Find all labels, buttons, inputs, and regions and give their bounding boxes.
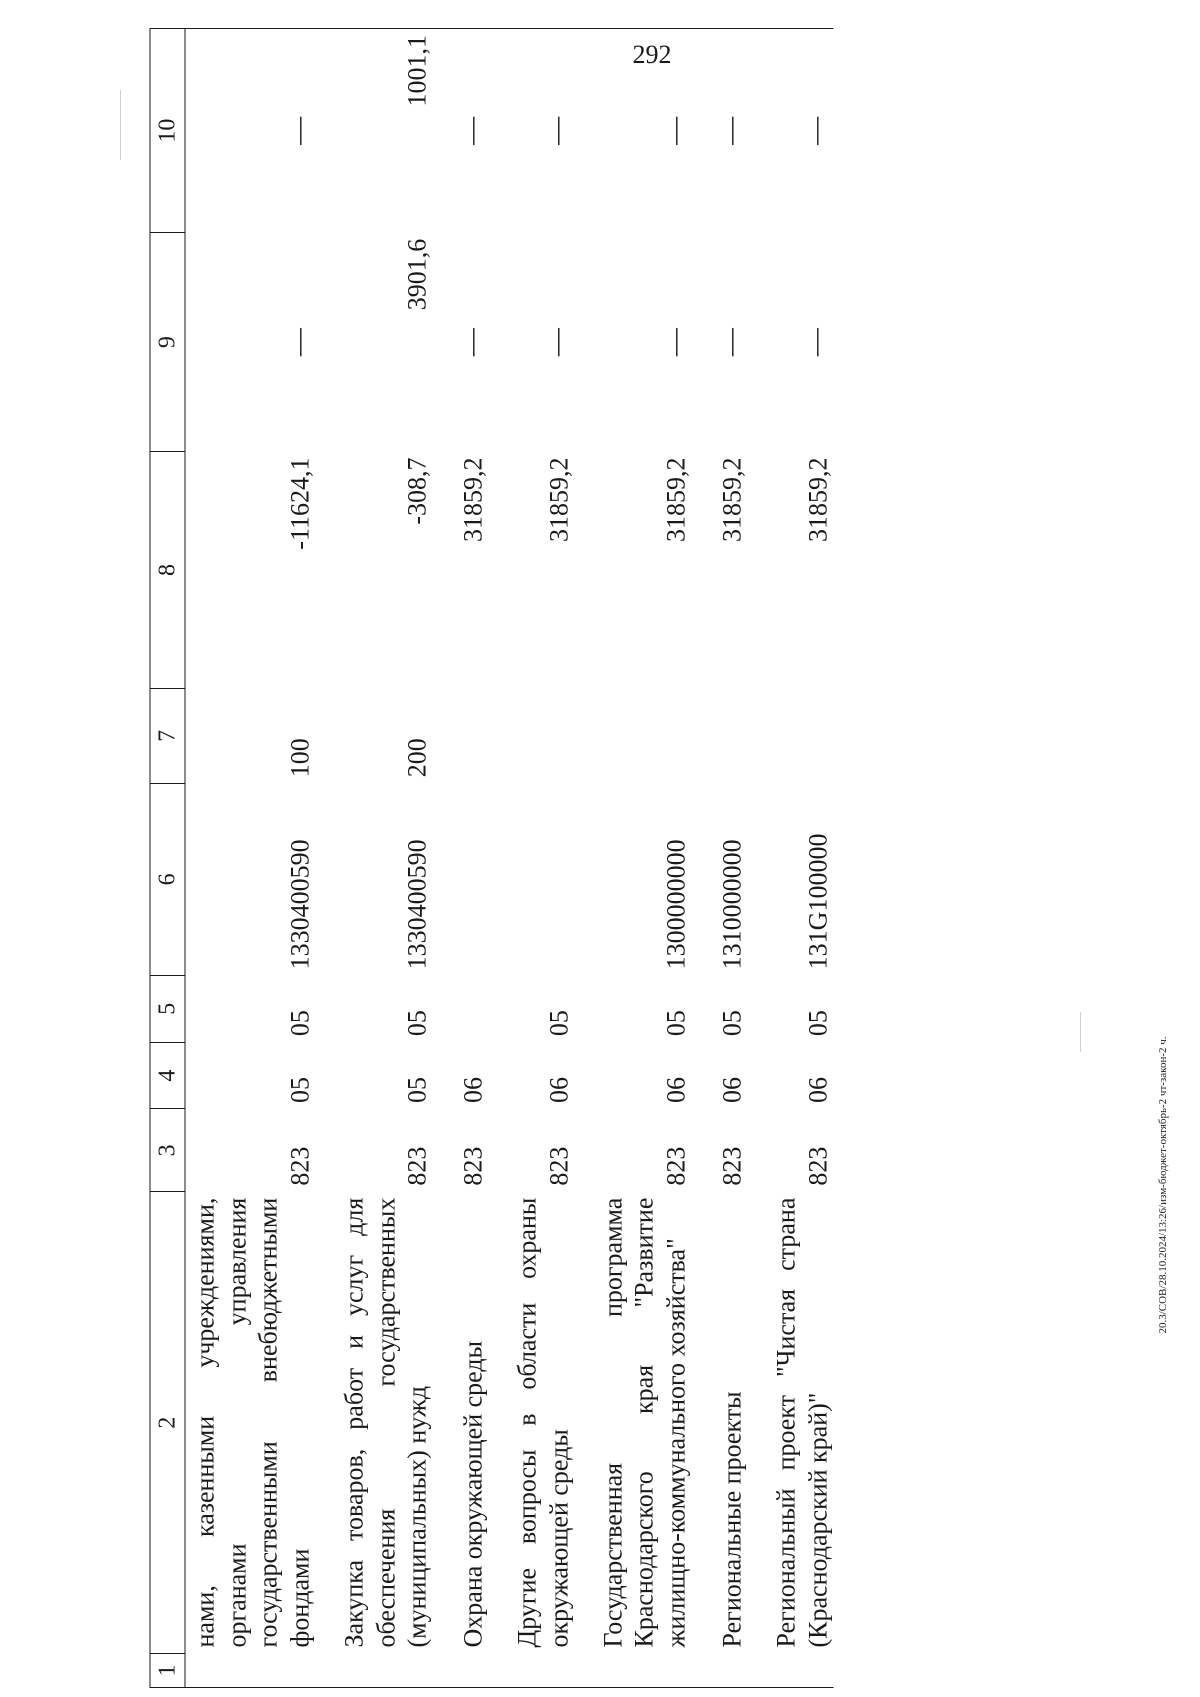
row-pr: 05 xyxy=(285,1010,315,1037)
row-vr xyxy=(575,689,692,784)
row-col8: 31859,2 xyxy=(544,457,574,542)
row-col8: 31859,2 xyxy=(661,457,691,542)
table-row xyxy=(434,29,490,1688)
row-rz: 06 xyxy=(544,1077,574,1103)
header-col-8: 8 xyxy=(150,452,185,689)
row-name: Другие вопросы в области охраны окружающей среды xyxy=(512,1197,574,1648)
row-name: Государственная программа Краснодарского края "Развитие жилищно-коммунального хозяйства" xyxy=(598,1197,691,1648)
row-rz: 05 xyxy=(402,1077,432,1103)
row-rz: 06 xyxy=(661,1077,691,1103)
row-col8: 31859,2 xyxy=(458,457,488,542)
header-col-1: 1 xyxy=(150,1653,185,1687)
header-row xyxy=(150,29,185,1688)
header-col-6: 6 xyxy=(150,783,185,975)
row-csr: 131G100000 xyxy=(803,833,833,970)
row-rz: 06 xyxy=(458,1077,488,1103)
header-col-2: 2 xyxy=(150,1192,185,1654)
table-row xyxy=(316,29,433,1688)
row-pr: 05 xyxy=(661,1010,691,1037)
row-vr xyxy=(490,689,575,784)
row-col8: -11624,1 xyxy=(285,457,315,550)
footer-stamp: 20.3/СОВ/28.10.2024/13:26/изм-бюджет-октябрь-2 чт-закон-2 ч. xyxy=(1157,1036,1169,1334)
row-csr: 1330400590 xyxy=(402,839,432,970)
header-col-9: 9 xyxy=(150,233,185,452)
header-col-10: 10 xyxy=(150,29,185,233)
header-col-3: 3 xyxy=(150,1109,185,1192)
row-col10: — xyxy=(692,29,748,233)
row-col9: — xyxy=(800,328,832,357)
table-row xyxy=(185,29,316,1688)
row-csr: 1300000000 xyxy=(661,839,691,970)
row-pr: 05 xyxy=(544,1010,574,1037)
row-csr xyxy=(490,783,575,975)
row-vr xyxy=(692,689,748,784)
budget-table xyxy=(150,28,834,1688)
row-grbs: 823 xyxy=(458,1146,488,1186)
row-col10: — xyxy=(490,29,575,233)
row-grbs: 823 xyxy=(285,1146,315,1186)
row-col9: — xyxy=(715,328,747,357)
row-vr xyxy=(434,689,490,784)
row-pr: 05 xyxy=(402,1010,432,1037)
row-col9: 3901,6 xyxy=(402,238,432,311)
row-csr: 1330400590 xyxy=(285,839,315,970)
row-rz: 05 xyxy=(285,1077,315,1103)
row-rz: 06 xyxy=(803,1077,833,1103)
rotated-table-container xyxy=(150,28,1055,1688)
table-row xyxy=(748,29,833,1688)
row-name: Региональный проект "Чистая страна (Краснодарский край)" xyxy=(771,1197,833,1648)
row-name: Охрана окружающей среды xyxy=(458,1340,488,1648)
edge-mark-left xyxy=(120,90,121,160)
header-col-4: 4 xyxy=(150,1042,185,1109)
row-grbs: 823 xyxy=(803,1146,833,1186)
row-col8: -308,7 xyxy=(402,457,432,525)
row-col10: — xyxy=(748,29,833,233)
header-col-7: 7 xyxy=(150,689,185,784)
row-col8: 31859,2 xyxy=(803,457,833,542)
row-col9: — xyxy=(659,328,691,357)
row-grbs: 823 xyxy=(544,1146,574,1186)
row-col9: — xyxy=(456,328,488,357)
row-pr: 05 xyxy=(717,1010,747,1037)
row-col8: 31859,2 xyxy=(717,457,747,542)
row-vr xyxy=(748,689,833,784)
table-row xyxy=(575,29,692,1688)
row-grbs: 823 xyxy=(661,1146,691,1186)
row-grbs: 823 xyxy=(717,1146,747,1186)
edge-mark-right xyxy=(1080,1012,1081,1052)
row-name: Закупка товаров, работ и услуг для обеспечения государственных (муниципальных) нужд xyxy=(339,1197,432,1648)
table-row xyxy=(490,29,575,1688)
table-row xyxy=(692,29,748,1688)
row-col9: — xyxy=(541,328,573,357)
row-col10: 1001,1 xyxy=(316,29,433,233)
row-name: Региональные проекты xyxy=(717,1391,747,1648)
row-col10: — xyxy=(575,29,692,233)
row-rz: 06 xyxy=(717,1077,747,1103)
row-col10: — xyxy=(434,29,490,233)
row-csr: 1310000000 xyxy=(717,839,747,970)
row-col9: — xyxy=(283,328,315,357)
row-name: нами, казенными учреждениями, органами управления государственными внебюджетными фондами xyxy=(190,1197,315,1648)
row-col10: — xyxy=(185,29,316,233)
row-pr: 05 xyxy=(803,1010,833,1037)
row-grbs: 823 xyxy=(402,1146,432,1186)
row-vr: 100 xyxy=(285,738,315,778)
row-csr xyxy=(434,783,490,975)
header-col-5: 5 xyxy=(150,975,185,1042)
row-vr: 200 xyxy=(402,738,432,778)
page-number: 292 xyxy=(632,40,672,69)
row-pr xyxy=(434,975,490,1042)
